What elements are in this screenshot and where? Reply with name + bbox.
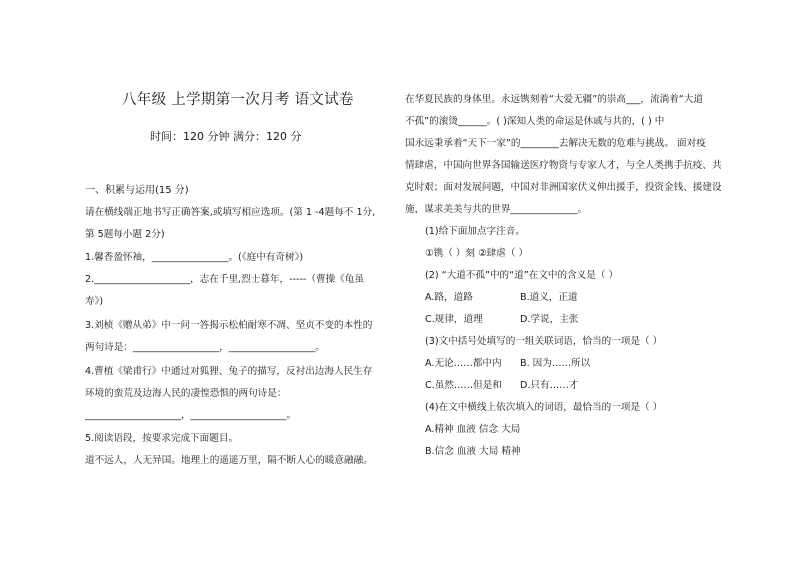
- passage-line: 在华夏民族的身体里。永远镌刻着“大爱无疆”的崇高___，流淌着“大道: [405, 94, 703, 105]
- question-4-blanks: ____________________，____________________。: [85, 410, 297, 421]
- passage-line: 不孤”的滚烫______。( )深知人类的命运是休戚与共的，( ) 中: [405, 116, 665, 127]
- sub-question-4: (4)在文中横线上依次填入的词语，最恰当的一项是（ ）: [425, 402, 663, 413]
- sub-question-1-options: ①镌（ ）刻 ②肆虐（ ）: [425, 248, 529, 259]
- question-3-cont: 两句诗是：__________________，__________________。: [85, 342, 325, 353]
- question-4: 4.曹植《梁甫行》中通过对狐狸、兔子的描写，反衬出边海人民生存: [85, 366, 373, 377]
- question-5: 5.阅读语段，按要求完成下面题目。: [85, 433, 239, 444]
- sub-question-2: (2) “大道不孤”中的“道”在文中的含义是（ ）: [425, 270, 619, 281]
- option-c: C.虽然……但是和: [425, 380, 502, 391]
- option-d: D.学说，主张: [520, 314, 579, 325]
- passage-line: 道不远人，人无异国。地理上的遥遥万里，隔不断人心的暖意融融。: [85, 455, 373, 466]
- option-d: D.只有……才: [520, 380, 579, 391]
- passage-line: 国永远秉承着“天下一家”的________去解决无数的危难与挑战。 面对疫: [405, 138, 706, 149]
- question-2: 2.____________________，志在千里,烈士暮年，-----（曹操《龟虽: [85, 274, 364, 285]
- exam-title: 八年级 上学期第一次月考 语文试卷: [122, 92, 354, 108]
- question-2-cont: 寿》): [85, 296, 104, 307]
- question-3: 3.刘桢《赠从弟》中一问一答揭示松柏耐寒不凋、坚贞不变的本性的: [85, 320, 373, 331]
- option-b: B. 因为……所以: [520, 358, 591, 369]
- option-c: C.规律，道理: [425, 314, 483, 325]
- passage-line: 施，谋求美美与共的世界______________。: [405, 204, 588, 215]
- exam-time-info: 时间：120 分钟 满分：120 分: [150, 130, 302, 143]
- option-b: B.道义，正道: [520, 292, 578, 303]
- passage-line: 情肆虐，中国向世界各国输送医疗物资与专家人才，与全人类携手抗疫、共: [405, 160, 722, 171]
- sub-question-3: (3)文中括号处填写的一组关联词语，恰当的一项是（ ）: [425, 336, 663, 347]
- option-b: B.信念 血液 大局 精神: [425, 446, 521, 457]
- option-a: A.精神 血液 信念 大局: [425, 424, 521, 435]
- instruction-line: 请在横线端正地书写正确答案,或填写相应选项。(第 1 -4题每不 1分,: [85, 207, 376, 218]
- question-4-cont: 环境的蛮荒及边海人民的凄惶恐惧的两句诗是：: [85, 388, 287, 399]
- sub-question-1: (1)给下面加点字注音。: [425, 226, 525, 237]
- option-a: A.路，道路: [425, 292, 473, 303]
- passage-line: 克时艰；面对发展问题，中国对非洲国家伏义伸出援手，投资金钱、援建设: [405, 182, 722, 193]
- option-a: A.无论……都中内: [425, 358, 502, 369]
- question-1: 1.馨香盈怀袖，________________。(《庭中有奇树》): [85, 252, 304, 263]
- section-heading: 一、积累与运用(15 分): [85, 185, 189, 196]
- instruction-line: 第 5题每小题 2分): [85, 229, 165, 240]
